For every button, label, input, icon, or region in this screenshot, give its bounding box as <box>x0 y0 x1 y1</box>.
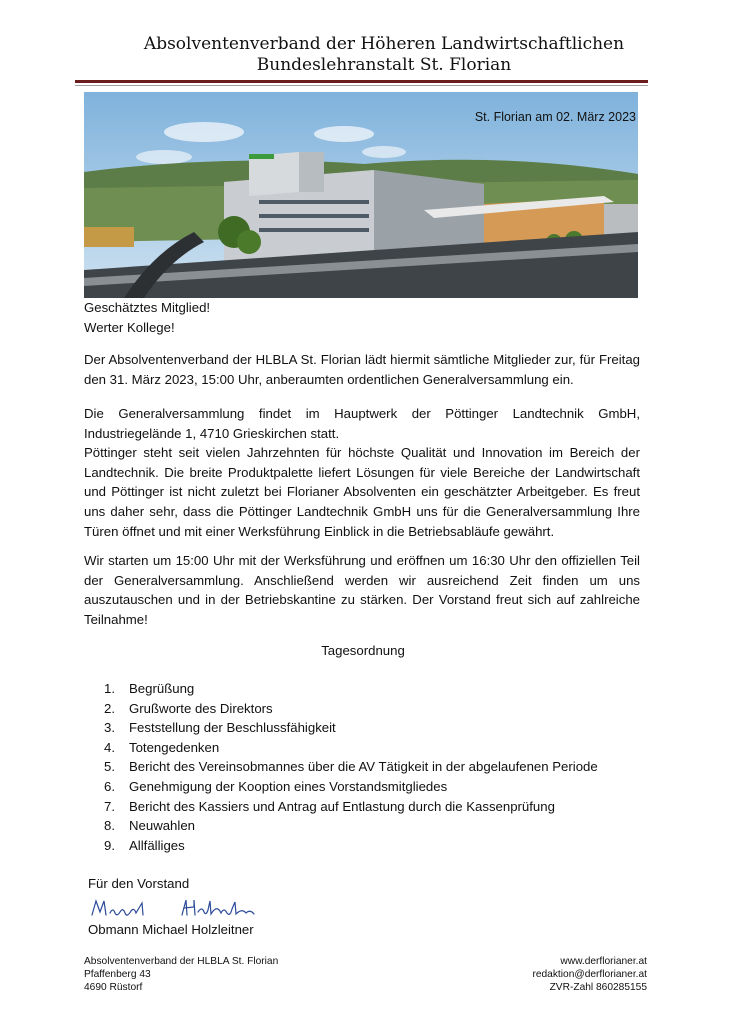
agenda-item <box>104 816 598 836</box>
agenda-item-number: 1. <box>104 681 115 696</box>
agenda-item <box>104 699 598 719</box>
factory-photo <box>84 92 638 298</box>
agenda-item-text: Bericht des Vereinsobmannes über die AV Tätigkeit in der abgelaufenen Periode <box>129 759 598 775</box>
footer-address <box>84 955 278 994</box>
footer-city: 4690 Rüstorf <box>84 982 143 993</box>
agenda-item-text: Genehmigung der Kooption eines Vorstandsmitgliedes <box>129 778 448 794</box>
agenda-item-number: 5. <box>104 759 115 775</box>
footer-website-link[interactable]: www.derflorianer.at <box>560 956 647 967</box>
agenda-item-number: 3. <box>104 720 115 736</box>
handwritten-signature <box>90 897 260 921</box>
title-line-2: Bundeslehranstalt St. Florian <box>256 55 512 75</box>
agenda-item <box>104 757 598 777</box>
footer-org: Absolventenverband der HLBLA St. Florian <box>84 956 279 967</box>
venue-paragraph: Die Generalversammlung findet im Hauptwerk der Pöttinger Landtechnik GmbH, Industriegelände 1, 4710 Grieskirchen statt. <box>84 406 640 441</box>
agenda-item-number: 2. <box>104 700 115 716</box>
agenda-item-text: Begrüßung <box>129 681 195 696</box>
agenda-item <box>104 836 598 856</box>
greeting-line-1: Geschätztes Mitglied! <box>84 300 211 315</box>
footer-contact <box>532 955 647 994</box>
agenda-item-text: Grußworte des Direktors <box>129 700 273 716</box>
agenda-item-text: Bericht des Kassiers und Antrag auf Entlastung durch die Kassenprüfung <box>129 798 555 814</box>
header-rule-dark <box>75 80 648 83</box>
agenda-item <box>104 718 598 738</box>
signoff-label: Für den Vorstand <box>88 876 190 891</box>
greeting-line-2: Werter Kollege! <box>84 319 175 335</box>
agenda-item-number: 4. <box>104 739 115 755</box>
agenda-item-text: Feststellung der Beschlussfähigkeit <box>129 720 336 736</box>
footer-street: Pfaffenberg 43 <box>84 969 151 980</box>
agenda-item-number: 6. <box>104 778 115 794</box>
title-line-1: Absolventenverband der Höheren Landwirtschaftlichen <box>143 34 625 54</box>
agenda-list <box>104 679 598 855</box>
invitation-paragraph: Der Absolventenverband der HLBLA St. Florian lädt hiermit sämtliche Mitglieder zur, für Freitag den 31. März 2023, 15:00 Uhr, anberaumten ordentlichen Generalversammlung ein. <box>84 352 640 387</box>
agenda-title: Tagesordnung <box>321 643 405 658</box>
footer-email-link[interactable]: redaktion@derflorianer.at <box>532 969 647 980</box>
salutation <box>84 298 640 337</box>
agenda-item <box>104 777 598 797</box>
schedule-paragraph: Wir starten um 15:00 Uhr mit der Werksführung und eröffnen um 16:30 Uhr den offiziellen Teil der Generalversammlung. Anschließend werden wir ausreichend Zeit finden um uns auszutauschen und in der Betriebskantine zu stärken. Der Vorstand freut sich auf zahlreiche Teilnahme! <box>84 553 640 627</box>
agenda-item-number: 7. <box>104 798 115 814</box>
header-rule-light <box>75 85 648 86</box>
agenda-item-text: Neuwahlen <box>129 818 195 834</box>
agenda-item <box>104 738 598 758</box>
company-paragraph: Pöttinger steht seit vielen Jahrzehnten für höchste Qualität und Innovation im Bereich der Landtechnik. Die breite Produktpalette liefert Lösungen für viele Bereiche der Landwirtschaft und Pöttinger ist nicht zuletzt bei Florianer Absolventen ein geschätzter Arbeitgeber. Es freut uns daher sehr, dass die Pöttinger Landtechnik GmbH uns für die Generalversammlung Ihre Türen öffnet und mit einer Werksführung Einblick in die Betriebsabläufe gewährt. <box>84 445 640 539</box>
agenda-item-number: 9. <box>104 837 115 853</box>
agenda-item <box>104 797 598 817</box>
agenda-item <box>104 679 598 699</box>
venue-section <box>84 404 640 541</box>
footer-registration: ZVR-Zahl 860285155 <box>549 982 647 993</box>
date-caption: St. Florian am 02. März 2023 <box>474 110 636 124</box>
signer-name: Obmann Michael Holzleitner <box>88 922 254 937</box>
agenda-item-text: Allfälliges <box>129 837 185 853</box>
page-title <box>0 34 732 76</box>
agenda-item-text: Totengedenken <box>129 739 220 755</box>
agenda-item-number: 8. <box>104 818 115 834</box>
